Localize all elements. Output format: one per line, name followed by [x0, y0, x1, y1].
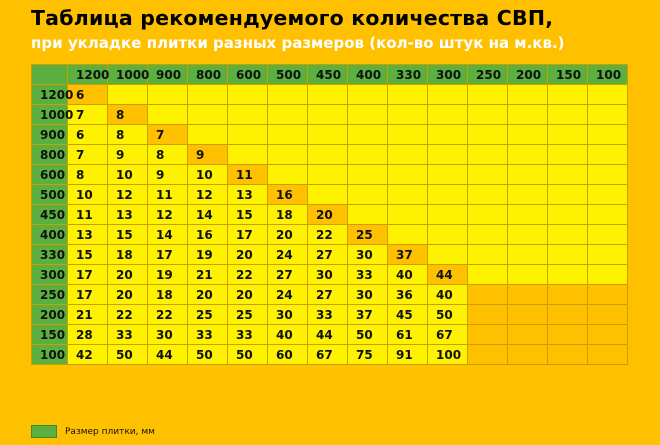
empty-cell [228, 145, 268, 165]
empty-cell [428, 165, 468, 185]
empty-cell [428, 245, 468, 265]
table-cell: 9 [148, 165, 188, 185]
empty-cell [308, 105, 348, 125]
table-cell: 20 [108, 265, 148, 285]
empty-cell [188, 85, 228, 105]
row-header: 600 [32, 165, 68, 185]
table-cell: 20 [188, 285, 228, 305]
column-header: 900 [148, 65, 188, 85]
row-header: 400 [32, 225, 68, 245]
table-cell: 24 [268, 245, 308, 265]
table-cell: 20 [268, 225, 308, 245]
column-header: 150 [548, 65, 588, 85]
table-subtitle: при укладке плитки разных размеров (кол-во штук на м.кв.) [31, 34, 565, 52]
table-cell: 42 [68, 345, 108, 365]
table-cell: 25 [228, 305, 268, 325]
row-header: 250 [32, 285, 68, 305]
empty-cell [588, 205, 628, 225]
table-cell: 18 [108, 245, 148, 265]
empty-cell [388, 165, 428, 185]
table-cell: 22 [308, 225, 348, 245]
empty-cell [588, 245, 628, 265]
table-cell: 12 [148, 205, 188, 225]
table-cell: 27 [308, 285, 348, 305]
empty-cell [548, 245, 588, 265]
empty-cell [228, 85, 268, 105]
blank-cell [548, 285, 588, 305]
empty-cell [508, 125, 548, 145]
table-cell: 33 [348, 265, 388, 285]
table-cell: 20 [228, 245, 268, 265]
table-cell: 50 [228, 345, 268, 365]
column-header: 500 [268, 65, 308, 85]
table-cell: 27 [308, 245, 348, 265]
column-header: 600 [228, 65, 268, 85]
column-header: 1200 [68, 65, 108, 85]
table-cell: 40 [388, 265, 428, 285]
table-row [32, 105, 628, 125]
row-header: 330 [32, 245, 68, 265]
table-row [32, 225, 628, 245]
table-cell: 8 [148, 145, 188, 165]
column-header: 250 [468, 65, 508, 85]
table-cell: 11 [148, 185, 188, 205]
table-cell: 17 [148, 245, 188, 265]
table-cell: 30 [148, 325, 188, 345]
empty-cell [428, 225, 468, 245]
empty-cell [588, 265, 628, 285]
empty-cell [588, 185, 628, 205]
empty-cell [268, 165, 308, 185]
table-cell: 45 [388, 305, 428, 325]
empty-cell [508, 245, 548, 265]
blank-cell [468, 325, 508, 345]
empty-cell [148, 85, 188, 105]
empty-cell [308, 85, 348, 105]
empty-cell [468, 205, 508, 225]
empty-cell [308, 125, 348, 145]
row-header: 450 [32, 205, 68, 225]
table-cell: 25 [188, 305, 228, 325]
table-cell: 91 [388, 345, 428, 365]
row-header: 500 [32, 185, 68, 205]
table-row [32, 265, 628, 285]
table-cell: 67 [428, 325, 468, 345]
legend-swatch [31, 425, 57, 438]
legend-label: Размер плитки, мм [65, 426, 155, 437]
diagonal-cell: 25 [348, 225, 388, 245]
diagonal-cell: 44 [428, 265, 468, 285]
empty-cell [428, 145, 468, 165]
empty-cell [508, 185, 548, 205]
empty-cell [588, 225, 628, 245]
blank-cell [468, 285, 508, 305]
blank-cell [508, 325, 548, 345]
table-cell: 13 [228, 185, 268, 205]
empty-cell [348, 105, 388, 125]
table-cell: 67 [308, 345, 348, 365]
header-row [32, 65, 628, 85]
table-row [32, 125, 628, 145]
column-header: 450 [308, 65, 348, 85]
table-cell: 17 [68, 265, 108, 285]
empty-cell [468, 245, 508, 265]
table-cell: 40 [268, 325, 308, 345]
table-cell: 33 [228, 325, 268, 345]
blank-cell [548, 345, 588, 365]
row-header: 150 [32, 325, 68, 345]
table-cell: 8 [68, 165, 108, 185]
table-cell: 11 [68, 205, 108, 225]
empty-cell [308, 185, 348, 205]
diagonal-cell: 37 [388, 245, 428, 265]
table-cell: 30 [308, 265, 348, 285]
blank-cell [508, 285, 548, 305]
empty-cell [548, 145, 588, 165]
table-cell: 12 [108, 185, 148, 205]
blank-cell [548, 325, 588, 345]
table-cell: 13 [68, 225, 108, 245]
table-cell: 17 [228, 225, 268, 245]
table-cell: 36 [388, 285, 428, 305]
table-cell: 12 [188, 185, 228, 205]
table-row [32, 325, 628, 345]
table-row [32, 185, 628, 205]
table-cell: 9 [108, 145, 148, 165]
table-row [32, 345, 628, 365]
empty-cell [308, 145, 348, 165]
corner-cell [32, 65, 68, 85]
table-row [32, 285, 628, 305]
table-cell: 21 [188, 265, 228, 285]
empty-cell [508, 145, 548, 165]
empty-cell [468, 165, 508, 185]
column-header: 400 [348, 65, 388, 85]
table-row [32, 205, 628, 225]
table-cell: 24 [268, 285, 308, 305]
empty-cell [588, 165, 628, 185]
table-cell: 18 [148, 285, 188, 305]
empty-cell [268, 145, 308, 165]
table-cell: 22 [108, 305, 148, 325]
empty-cell [228, 105, 268, 125]
table-row [32, 245, 628, 265]
table-cell: 17 [68, 285, 108, 305]
table-cell: 10 [68, 185, 108, 205]
empty-cell [468, 145, 508, 165]
table-cell: 8 [108, 125, 148, 145]
empty-cell [468, 125, 508, 145]
row-header: 100 [32, 345, 68, 365]
empty-cell [308, 165, 348, 185]
column-header: 100 [588, 65, 628, 85]
table-cell: 20 [228, 285, 268, 305]
table-cell: 10 [108, 165, 148, 185]
diagonal-cell: 9 [188, 145, 228, 165]
empty-cell [228, 125, 268, 145]
blank-cell [588, 345, 628, 365]
table-cell: 50 [108, 345, 148, 365]
empty-cell [468, 265, 508, 285]
blank-cell [508, 305, 548, 325]
table-cell: 14 [188, 205, 228, 225]
table-cell: 30 [348, 285, 388, 305]
table-cell: 75 [348, 345, 388, 365]
empty-cell [388, 125, 428, 145]
empty-cell [348, 85, 388, 105]
blank-cell [588, 305, 628, 325]
table-cell: 10 [188, 165, 228, 185]
empty-cell [188, 105, 228, 125]
empty-cell [148, 105, 188, 125]
blank-cell [508, 345, 548, 365]
table-cell: 16 [188, 225, 228, 245]
table-cell: 50 [188, 345, 228, 365]
table-cell: 37 [348, 305, 388, 325]
table-row [32, 85, 628, 105]
column-header: 200 [508, 65, 548, 85]
row-header: 1000 [32, 105, 68, 125]
row-header: 200 [32, 305, 68, 325]
empty-cell [108, 85, 148, 105]
empty-cell [388, 225, 428, 245]
empty-cell [428, 105, 468, 125]
empty-cell [268, 105, 308, 125]
table-cell: 22 [228, 265, 268, 285]
empty-cell [348, 205, 388, 225]
empty-cell [188, 125, 228, 145]
empty-cell [548, 105, 588, 125]
empty-cell [548, 185, 588, 205]
table-cell: 33 [188, 325, 228, 345]
empty-cell [348, 185, 388, 205]
diagonal-cell: 20 [308, 205, 348, 225]
table-cell: 21 [68, 305, 108, 325]
column-header: 300 [428, 65, 468, 85]
row-header: 900 [32, 125, 68, 145]
empty-cell [548, 265, 588, 285]
blank-cell [588, 285, 628, 305]
table-cell: 18 [268, 205, 308, 225]
empty-cell [468, 185, 508, 205]
empty-cell [468, 225, 508, 245]
diagonal-cell: 7 [148, 125, 188, 145]
column-header: 330 [388, 65, 428, 85]
column-header: 1000 [108, 65, 148, 85]
table-cell: 15 [108, 225, 148, 245]
table-cell: 6 [68, 125, 108, 145]
legend [31, 425, 155, 438]
column-header: 800 [188, 65, 228, 85]
empty-cell [388, 85, 428, 105]
empty-cell [428, 205, 468, 225]
table-cell: 15 [228, 205, 268, 225]
table-cell: 44 [148, 345, 188, 365]
diagonal-cell: 6 [68, 85, 108, 105]
table-cell: 28 [68, 325, 108, 345]
empty-cell [388, 145, 428, 165]
table-cell: 7 [68, 145, 108, 165]
blank-cell [468, 345, 508, 365]
table-row [32, 145, 628, 165]
row-header: 300 [32, 265, 68, 285]
blank-cell [468, 305, 508, 325]
row-header: 1200 [32, 85, 68, 105]
empty-cell [508, 85, 548, 105]
empty-cell [508, 105, 548, 125]
empty-cell [348, 125, 388, 145]
table-cell: 33 [108, 325, 148, 345]
table-cell: 33 [308, 305, 348, 325]
table-cell: 20 [108, 285, 148, 305]
diagonal-cell: 11 [228, 165, 268, 185]
empty-cell [428, 85, 468, 105]
empty-cell [388, 205, 428, 225]
table-cell: 27 [268, 265, 308, 285]
table-title: Таблица рекомендуемого количества СВП, [31, 6, 554, 30]
empty-cell [508, 205, 548, 225]
empty-cell [428, 125, 468, 145]
empty-cell [388, 105, 428, 125]
table-cell: 40 [428, 285, 468, 305]
empty-cell [268, 85, 308, 105]
diagonal-cell: 8 [108, 105, 148, 125]
table-cell: 14 [148, 225, 188, 245]
table-cell: 7 [68, 105, 108, 125]
table-cell: 100 [428, 345, 468, 365]
empty-cell [508, 265, 548, 285]
row-header: 800 [32, 145, 68, 165]
table-row [32, 165, 628, 185]
empty-cell [388, 185, 428, 205]
diagonal-cell: 16 [268, 185, 308, 205]
table-cell: 19 [188, 245, 228, 265]
empty-cell [508, 165, 548, 185]
empty-cell [548, 85, 588, 105]
blank-cell [588, 325, 628, 345]
empty-cell [588, 145, 628, 165]
empty-cell [548, 165, 588, 185]
table-row [32, 305, 628, 325]
empty-cell [428, 185, 468, 205]
empty-cell [508, 225, 548, 245]
table-cell: 61 [388, 325, 428, 345]
table-cell: 19 [148, 265, 188, 285]
table-cell: 50 [348, 325, 388, 345]
table-cell: 30 [348, 245, 388, 265]
empty-cell [548, 205, 588, 225]
table-cell: 15 [68, 245, 108, 265]
empty-cell [588, 105, 628, 125]
svp-quantity-table [31, 64, 628, 365]
table-cell: 30 [268, 305, 308, 325]
empty-cell [548, 125, 588, 145]
table-cell: 50 [428, 305, 468, 325]
empty-cell [468, 105, 508, 125]
empty-cell [468, 85, 508, 105]
empty-cell [348, 145, 388, 165]
table-cell: 60 [268, 345, 308, 365]
empty-cell [588, 85, 628, 105]
table-cell: 13 [108, 205, 148, 225]
table-cell: 22 [148, 305, 188, 325]
blank-cell [548, 305, 588, 325]
empty-cell [268, 125, 308, 145]
empty-cell [348, 165, 388, 185]
empty-cell [588, 125, 628, 145]
table-cell: 44 [308, 325, 348, 345]
empty-cell [548, 225, 588, 245]
